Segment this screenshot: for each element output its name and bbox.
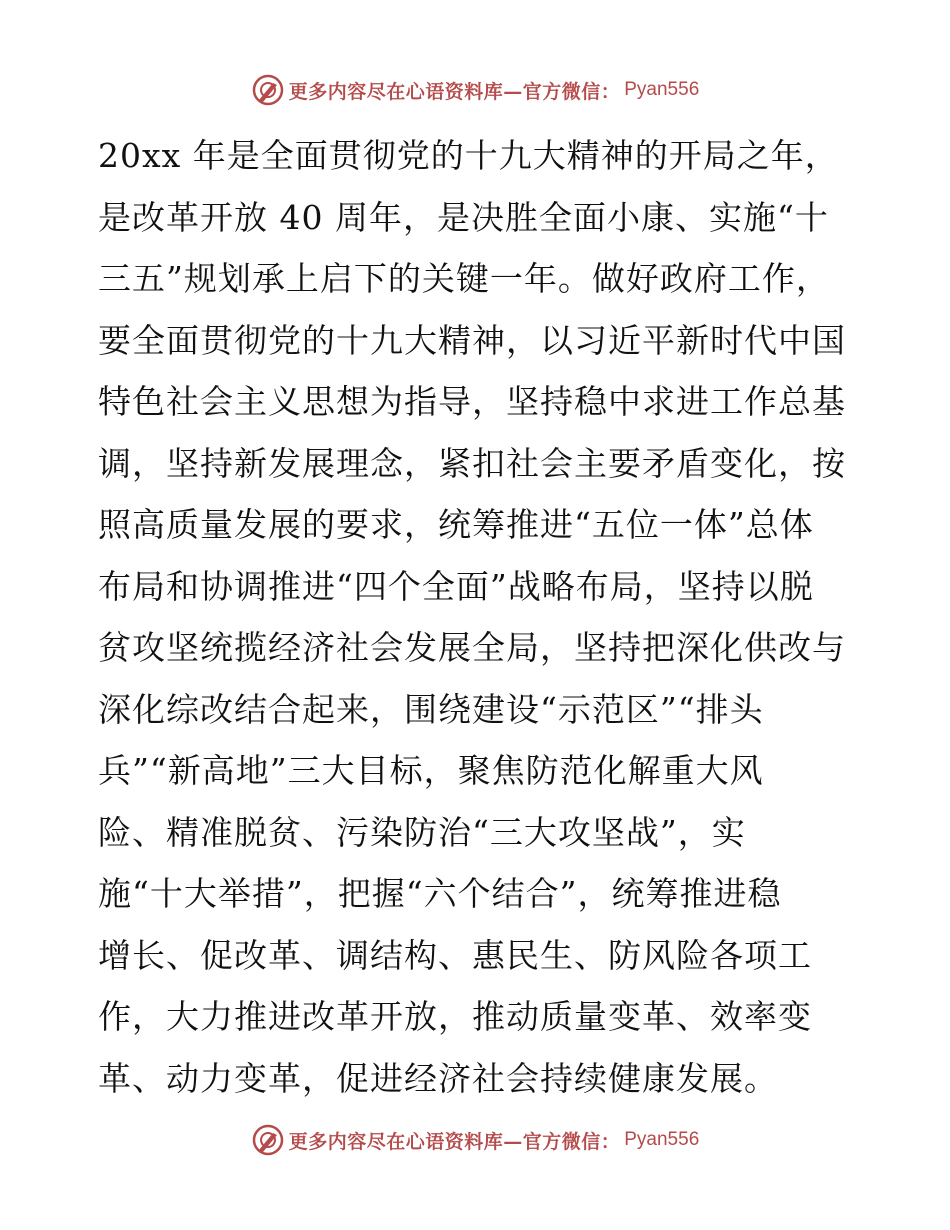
footer-banner (0, 1120, 950, 1160)
body-line: 三五”规划承上启下的关键一年。做好政府工作， (98, 259, 830, 298)
body-line: 兵”“新高地”三大目标，聚焦防范化解重大风 (98, 751, 764, 790)
document-body (98, 125, 858, 1109)
body-line: 20xx 年是全面贯彻党的十九大精神的开局之年， (98, 136, 839, 175)
body-line: 深化综改结合起来，围绕建设“示范区”“排头 (98, 689, 764, 729)
logo-icon (251, 73, 285, 107)
body-line: 布局和协调推进“四个全面”战略布局，坚持以脱 (98, 566, 814, 606)
body-line: 要全面贯彻党的十九大精神，以习近平新时代中国 (98, 320, 846, 360)
footer-banner-text: 更多内容尽在心语资料库—官方微信： (288, 1130, 621, 1153)
body-line: 增长、促改革、调结构、惠民生、防风险各项工 (98, 935, 812, 975)
body-line: 施“十大举措”，把握“六个结合”，统筹推进稳 (98, 874, 782, 913)
logo-icon (251, 1123, 285, 1157)
header-banner-text: 更多内容尽在心语资料库—官方微信： (288, 80, 621, 103)
header-banner-id: Pyan556 (624, 79, 700, 100)
footer-banner-id: Pyan556 (624, 1129, 700, 1150)
body-line: 是改革开放 40 周年，是决胜全面小康、实施“十 (98, 197, 829, 237)
header-banner (0, 70, 950, 110)
body-line: 贫攻坚统揽经济社会发展全局，坚持把深化供改与 (98, 628, 846, 667)
body-line: 特色社会主义思想为指导，坚持稳中求进工作总基 (98, 382, 846, 421)
body-line: 照高质量发展的要求，统筹推进“五位一体”总体 (98, 505, 814, 544)
body-line: 调，坚持新发展理念，紧扣社会主要矛盾变化，按 (98, 443, 846, 483)
body-line: 革、动力变革，促进经济社会持续健康发展。 (98, 1058, 778, 1098)
body-line: 险、精准脱贫、污染防治“三大攻坚战”，实 (98, 812, 746, 852)
body-line: 作，大力推进改革开放，推动质量变革、效率变 (98, 997, 812, 1036)
